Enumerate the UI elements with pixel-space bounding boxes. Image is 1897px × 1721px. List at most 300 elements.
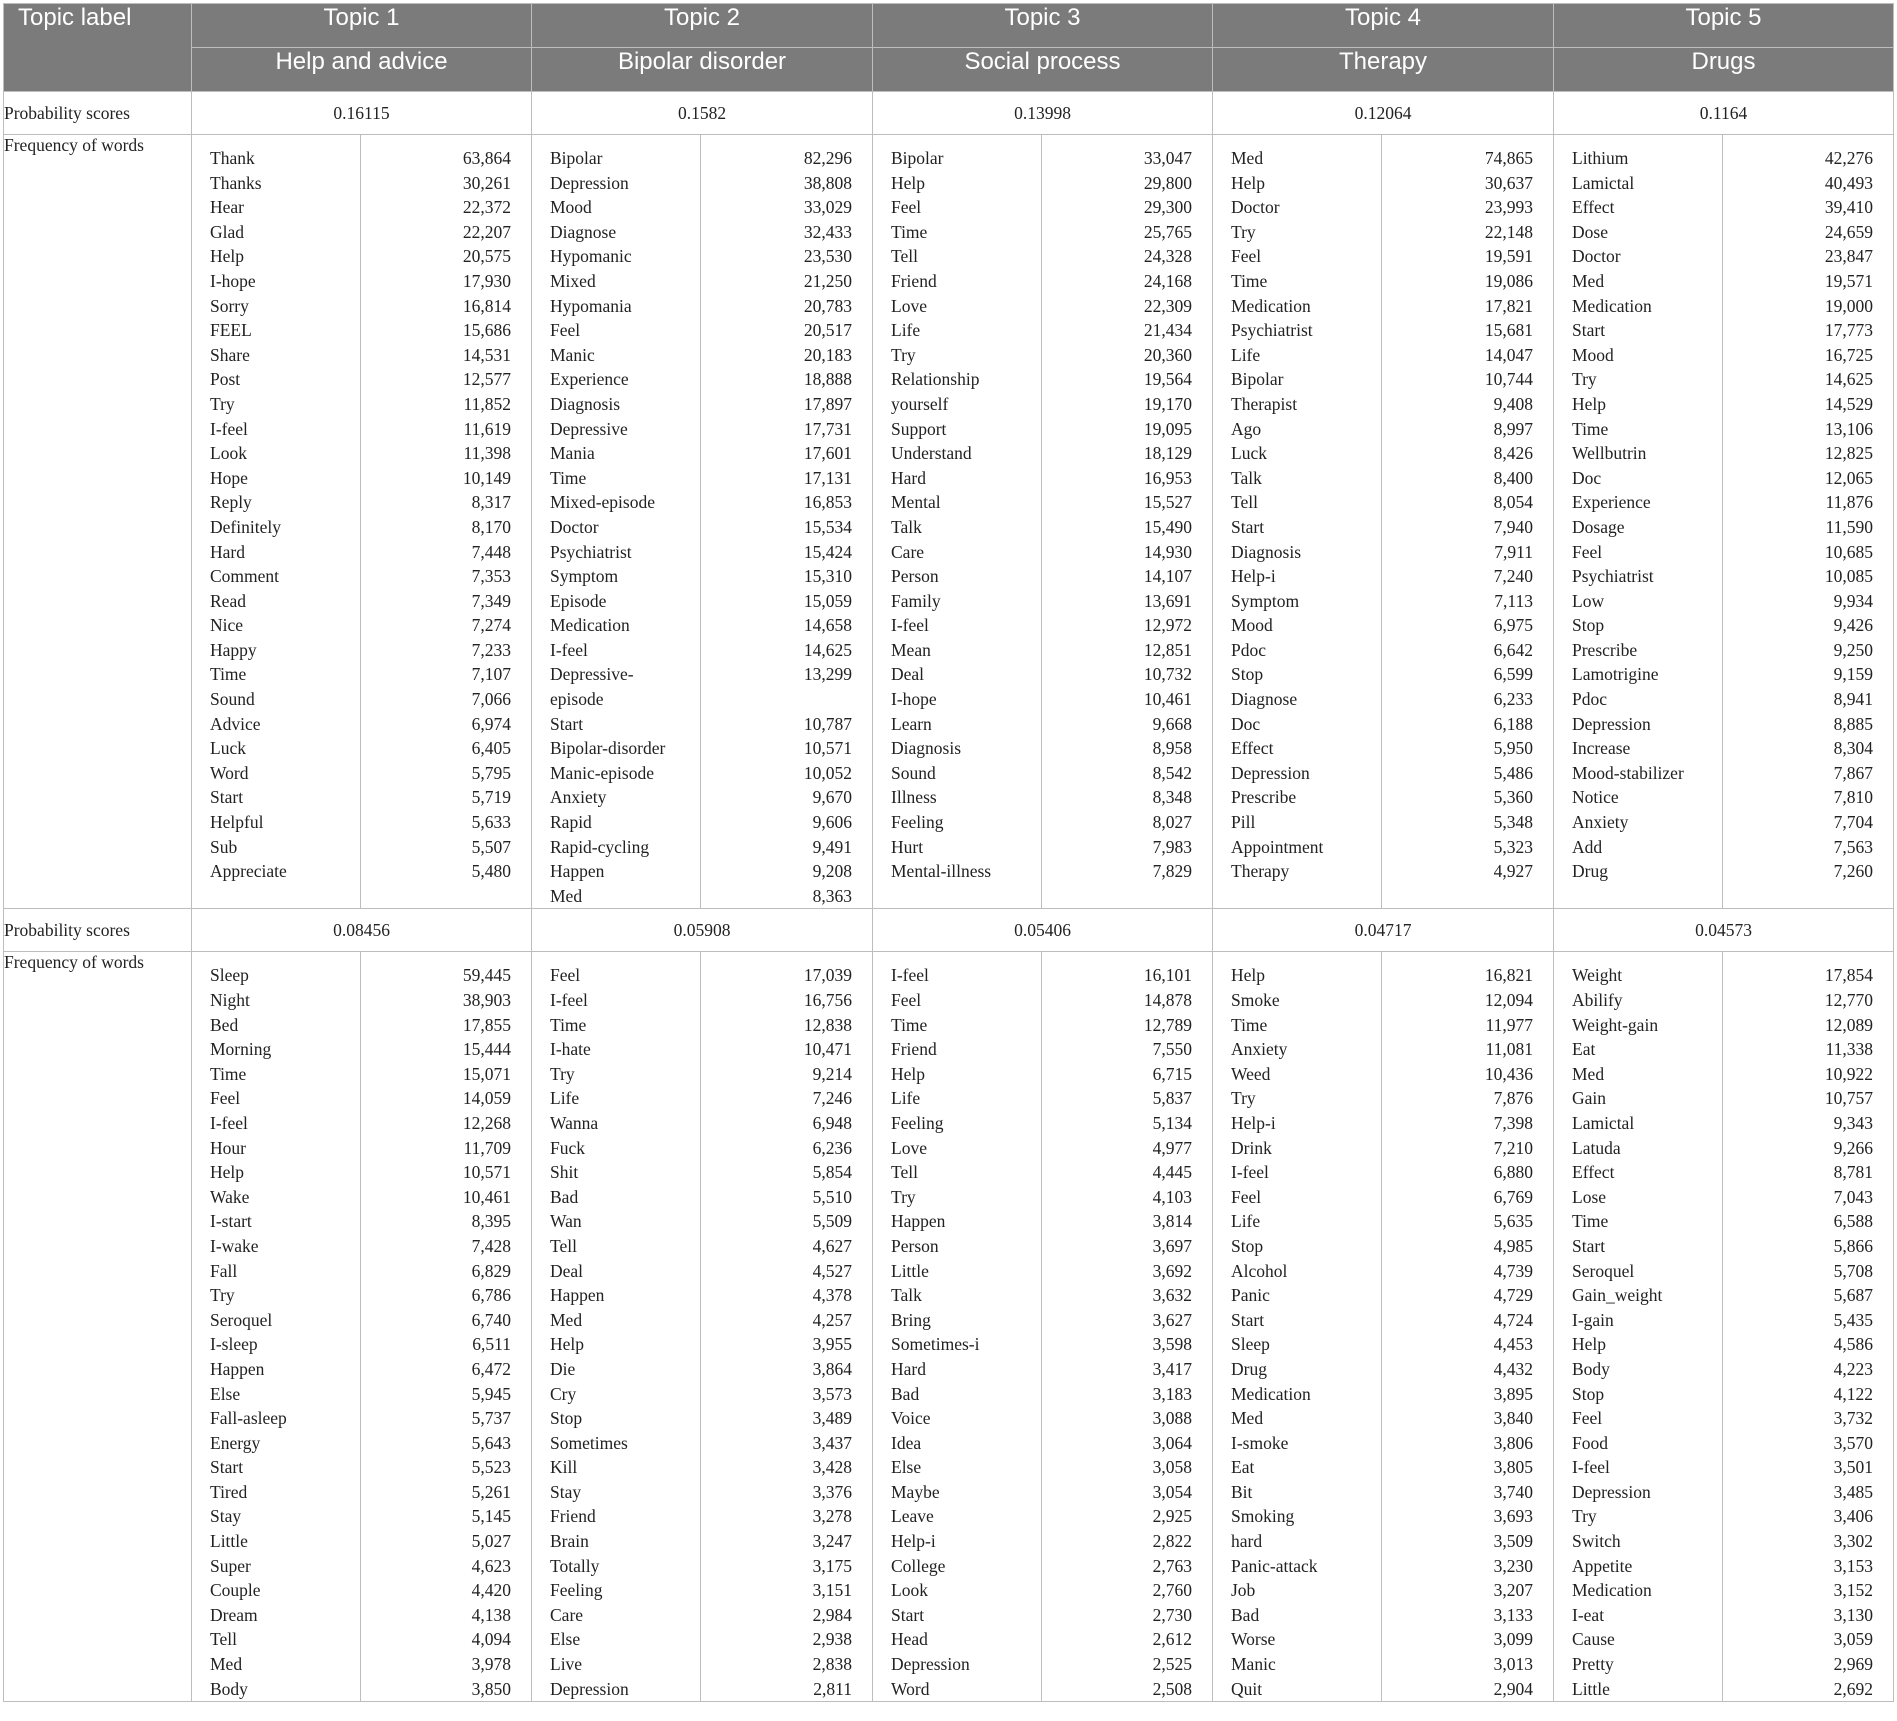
word: Bipolar <box>1231 369 1284 390</box>
list-item <box>1231 1332 1533 1357</box>
list-item <box>550 1431 852 1456</box>
word-count: 14,059 <box>462 1088 511 1109</box>
word-count: 8,400 <box>1493 467 1533 488</box>
word: Med <box>550 885 583 906</box>
word: Start <box>1572 1235 1606 1256</box>
word: Wake <box>210 1186 250 1207</box>
word: Mood-stabilizer <box>1572 762 1684 783</box>
list-item <box>1231 1185 1533 1210</box>
word: Doctor <box>550 516 599 537</box>
list-item <box>550 988 852 1013</box>
word-count: 3,207 <box>1493 1580 1533 1601</box>
word-frequency-cell <box>532 135 873 909</box>
word: Try <box>1572 369 1597 390</box>
list-item <box>550 1037 852 1062</box>
word-count: 5,261 <box>471 1481 511 1502</box>
word: Comment <box>210 566 280 587</box>
list-item <box>1231 1111 1533 1136</box>
word: Depression <box>1572 713 1651 734</box>
probability-score: 0.04573 <box>1554 909 1894 952</box>
word-count: 10,685 <box>1824 541 1873 562</box>
word: Sleep <box>1231 1334 1270 1355</box>
word: Understand <box>891 443 972 464</box>
word-count: 9,214 <box>812 1063 852 1084</box>
word: Live <box>550 1654 583 1675</box>
word: Help <box>1231 965 1266 986</box>
list-item <box>1231 1529 1533 1554</box>
word-count: 8,304 <box>1833 738 1873 759</box>
word: Mixed-episode <box>550 492 655 513</box>
word: Quit <box>1231 1678 1263 1699</box>
word-count: 23,993 <box>1484 197 1533 218</box>
word: Diagnosis <box>1231 541 1301 562</box>
word: Feel <box>1231 1186 1262 1207</box>
list-item <box>550 490 852 515</box>
word: I-feel <box>1231 1162 1269 1183</box>
word-count: 3,864 <box>812 1358 852 1379</box>
list-item <box>550 417 852 442</box>
word-list <box>192 135 531 884</box>
word: Sub <box>210 836 238 857</box>
list-item <box>550 662 852 687</box>
word: Start <box>550 713 584 734</box>
word-count: 2,822 <box>1152 1531 1192 1552</box>
word: Weight-gain <box>1572 1014 1659 1035</box>
word: Med <box>1572 270 1605 291</box>
word: Depressive- <box>550 664 634 685</box>
list-item <box>550 441 852 466</box>
word: Try <box>210 1285 235 1306</box>
word: Dose <box>1572 221 1608 242</box>
list-item <box>1231 1504 1533 1529</box>
word: Bad <box>550 1186 579 1207</box>
word: Time <box>550 1014 587 1035</box>
word: Notice <box>1572 787 1619 808</box>
word: Feeling <box>550 1580 603 1601</box>
word-count: 10,436 <box>1484 1063 1533 1084</box>
word-count: 7,829 <box>1152 861 1192 882</box>
word-count: 5,145 <box>471 1506 511 1527</box>
topic-label-header: Topic label <box>4 4 192 92</box>
word-count: 9,670 <box>812 787 852 808</box>
word: I-eat <box>1572 1604 1605 1625</box>
frequency-row <box>4 952 1894 1702</box>
word-count: 9,491 <box>812 836 852 857</box>
word-count: 3,437 <box>812 1432 852 1453</box>
word: Try <box>891 1186 916 1207</box>
word-count: 22,148 <box>1484 221 1533 242</box>
word-count: 7,550 <box>1152 1039 1192 1060</box>
word: Brain <box>550 1531 589 1552</box>
word: Medication <box>1572 295 1652 316</box>
word: Voice <box>891 1408 931 1429</box>
word-count: 6,233 <box>1493 689 1533 710</box>
word-count: 3,805 <box>1493 1457 1533 1478</box>
word: Time <box>210 664 247 685</box>
word-count: 5,480 <box>471 861 511 882</box>
list-item <box>1231 785 1533 810</box>
list-item <box>550 367 852 392</box>
word: Rapid <box>550 812 592 833</box>
word: Lamotrigine <box>1572 664 1659 685</box>
word-count: 5,134 <box>1152 1112 1192 1133</box>
word: Weed <box>1231 1063 1271 1084</box>
word-list <box>873 135 1212 884</box>
word-count: 5,027 <box>471 1531 511 1552</box>
word-count: 3,088 <box>1152 1408 1192 1429</box>
word-count: 2,838 <box>812 1654 852 1675</box>
word-count: 10,571 <box>803 738 852 759</box>
word: Deal <box>891 664 925 685</box>
word: Episode <box>550 590 607 611</box>
word-count: 11,876 <box>1825 492 1873 513</box>
list-item <box>1231 687 1533 712</box>
word: Med <box>550 1309 583 1330</box>
list-item <box>550 269 852 294</box>
word-count: 6,405 <box>471 738 511 759</box>
word-count: 12,065 <box>1824 467 1873 488</box>
word-count: 19,591 <box>1484 246 1533 267</box>
list-item <box>1231 1382 1533 1407</box>
word-count: 10,149 <box>462 467 511 488</box>
word-count: 6,642 <box>1493 639 1533 660</box>
word: Cry <box>550 1383 577 1404</box>
list-item <box>550 1677 852 1702</box>
word-count: 14,107 <box>1143 566 1192 587</box>
list-item <box>550 244 852 269</box>
word-count: 7,349 <box>471 590 511 611</box>
list-item <box>1231 294 1533 319</box>
word-count: 3,130 <box>1833 1604 1873 1625</box>
word-frequency-cell <box>1554 135 1894 909</box>
word-count: 13,691 <box>1143 590 1192 611</box>
word-count: 3,302 <box>1833 1531 1873 1552</box>
list-item <box>1231 1209 1533 1234</box>
topic-5-header: Topic 5 <box>1554 4 1894 48</box>
word-count: 4,739 <box>1493 1260 1533 1281</box>
word: I-feel <box>891 615 929 636</box>
word: Start <box>210 787 244 808</box>
list-item <box>1231 1431 1533 1456</box>
word: Happen <box>550 1285 605 1306</box>
word: Person <box>891 1235 939 1256</box>
word-count: 5,509 <box>812 1211 852 1232</box>
word-count: 17,131 <box>803 467 852 488</box>
word-count: 4,257 <box>812 1309 852 1330</box>
word-count: 3,840 <box>1493 1408 1533 1429</box>
word-count: 23,530 <box>803 246 852 267</box>
word: Appreciate <box>210 861 287 882</box>
word-list <box>1554 952 1893 1701</box>
word-count: 21,434 <box>1143 320 1192 341</box>
word-count: 17,930 <box>462 270 511 291</box>
word-count: 2,763 <box>1152 1555 1192 1576</box>
probability-score: 0.05908 <box>532 909 873 952</box>
word: Anxiety <box>1231 1039 1288 1060</box>
word-count: 5,435 <box>1833 1309 1873 1330</box>
list-item <box>550 1603 852 1628</box>
word: Life <box>1231 344 1261 365</box>
word: Read <box>210 590 246 611</box>
word-count: 7,704 <box>1833 812 1873 833</box>
word-count: 3,806 <box>1493 1432 1533 1453</box>
topic-1-subtitle: Help and advice <box>192 48 532 92</box>
word: Help <box>891 172 926 193</box>
word-count: 7,810 <box>1833 787 1873 808</box>
word: Depression <box>1231 762 1310 783</box>
word: Tell <box>891 1162 918 1183</box>
word-count: 39,410 <box>1824 197 1873 218</box>
word: Bipolar <box>550 148 603 168</box>
list-item <box>1231 810 1533 835</box>
word-count: 4,527 <box>812 1260 852 1281</box>
word: Morning <box>210 1039 272 1060</box>
word: Word <box>891 1678 930 1699</box>
word: Psychiatrist <box>1231 320 1313 341</box>
word-count: 8,958 <box>1152 738 1192 759</box>
list-item <box>550 884 852 909</box>
word-count: 9,408 <box>1493 393 1533 414</box>
word: Family <box>891 590 941 611</box>
word: Couple <box>210 1580 261 1601</box>
word-count: 10,744 <box>1484 369 1533 390</box>
list-item <box>1231 1259 1533 1284</box>
word: Experience <box>1572 492 1651 513</box>
word: Bipolar-disorder <box>550 738 666 759</box>
word: Prescribe <box>1231 787 1297 808</box>
word-count: 9,343 <box>1833 1112 1873 1133</box>
word-count: 5,837 <box>1152 1088 1192 1109</box>
word: Hope <box>210 467 248 488</box>
word: Happy <box>210 639 257 660</box>
word-count: 6,715 <box>1152 1063 1192 1084</box>
word-count: 5,708 <box>1833 1260 1873 1281</box>
word-count: 3,054 <box>1152 1481 1192 1502</box>
word-count: 16,756 <box>803 990 852 1010</box>
word: Bed <box>210 1014 239 1035</box>
word-count: 22,309 <box>1143 295 1192 316</box>
word: Switch <box>1572 1531 1621 1552</box>
word-count: 9,934 <box>1833 590 1873 611</box>
list-item <box>550 195 852 220</box>
word-count: 3,175 <box>812 1555 852 1576</box>
word-count: 9,668 <box>1152 713 1192 734</box>
word: Help <box>1572 1334 1607 1355</box>
word-count: 8,781 <box>1833 1162 1873 1183</box>
word: Try <box>891 344 916 365</box>
word-count: 12,838 <box>803 1014 852 1035</box>
probability-score: 0.1164 <box>1554 92 1894 135</box>
probability-label: Probability scores <box>4 92 192 135</box>
word-count: 14,658 <box>803 615 852 636</box>
word: Sometimes <box>550 1432 628 1453</box>
list-item <box>1231 1234 1533 1259</box>
word-count: 5,323 <box>1493 836 1533 857</box>
word-count: 3,278 <box>812 1506 852 1527</box>
list-item <box>550 1554 852 1579</box>
list-item <box>1231 589 1533 614</box>
word: Therapy <box>1231 861 1290 882</box>
word: Look <box>891 1580 928 1601</box>
word-count: 3,489 <box>812 1408 852 1429</box>
word-count: 32,433 <box>803 221 852 242</box>
list-item <box>1231 490 1533 515</box>
word: Helpful <box>210 812 264 833</box>
word-count: 3,183 <box>1152 1383 1192 1404</box>
word-count: 42,276 <box>1824 148 1873 168</box>
word-frequency-cell <box>1213 135 1554 909</box>
word-count: 17,731 <box>803 418 852 439</box>
list-item <box>550 1406 852 1431</box>
word-count: 6,511 <box>472 1334 511 1355</box>
word: Tell <box>1231 492 1258 513</box>
probability-label: Probability scores <box>4 909 192 952</box>
word: Energy <box>210 1432 261 1453</box>
word: Doc <box>1572 467 1602 488</box>
word: Psychiatrist <box>550 541 632 562</box>
word-count: 8,941 <box>1833 689 1873 710</box>
word: I-smoke <box>1231 1432 1289 1453</box>
word-count: 16,725 <box>1824 344 1873 365</box>
topic-3-header: Topic 3 <box>873 4 1213 48</box>
list-item <box>550 318 852 343</box>
word: Nice <box>210 615 244 636</box>
list-item <box>550 515 852 540</box>
list-item <box>1231 195 1533 220</box>
word-count: 4,724 <box>1493 1309 1533 1330</box>
word: Dosage <box>1572 516 1625 537</box>
frequency-label: Frequency of words <box>4 952 192 1702</box>
word-count: 17,855 <box>462 1014 511 1035</box>
word: Appetite <box>1572 1555 1633 1576</box>
word-count: 5,633 <box>471 812 511 833</box>
word-count: 20,360 <box>1143 344 1192 365</box>
word-count <box>705 687 852 712</box>
word-count: 2,730 <box>1152 1604 1192 1625</box>
list-item <box>550 1013 852 1038</box>
word-count: 7,210 <box>1493 1137 1533 1158</box>
word: Leave <box>891 1506 934 1527</box>
word-count: 3,598 <box>1152 1334 1192 1355</box>
word: Time <box>1572 418 1609 439</box>
word: Increase <box>1572 738 1631 759</box>
word-count: 3,632 <box>1152 1285 1192 1306</box>
word: Happen <box>210 1358 265 1379</box>
word: Life <box>891 320 921 341</box>
word: Feel <box>1572 1408 1603 1429</box>
word-count: 12,789 <box>1143 1014 1192 1035</box>
word: I-feel <box>550 990 588 1010</box>
word-count: 14,625 <box>1824 369 1873 390</box>
word-count: 8,395 <box>471 1211 511 1232</box>
list-item <box>1231 1406 1533 1431</box>
word: Med <box>1231 148 1264 168</box>
word-count: 7,274 <box>471 615 511 636</box>
word: Fall-asleep <box>210 1408 287 1429</box>
word: Mania <box>550 443 595 464</box>
word: Look <box>210 443 247 464</box>
word-count: 3,059 <box>1833 1629 1873 1650</box>
word-count: 9,266 <box>1833 1137 1873 1158</box>
list-item <box>550 540 852 565</box>
word: Drink <box>1231 1137 1272 1158</box>
word-count: 5,854 <box>812 1162 852 1183</box>
word-count: 8,363 <box>812 885 852 906</box>
word: Panic-attack <box>1231 1555 1318 1576</box>
word-count: 16,821 <box>1484 965 1533 986</box>
word-count: 9,159 <box>1833 664 1873 685</box>
word: Night <box>210 990 250 1010</box>
word-count: 2,984 <box>812 1604 852 1625</box>
word: Mean <box>891 639 931 660</box>
word-count: 30,261 <box>462 172 511 193</box>
word-count: 15,310 <box>803 566 852 587</box>
word: Feel <box>1231 246 1262 267</box>
probability-score: 0.08456 <box>192 909 532 952</box>
word-count: 9,208 <box>812 861 852 882</box>
word: Kill <box>550 1457 578 1478</box>
word-count: 19,000 <box>1824 295 1873 316</box>
word: I-hope <box>891 689 937 710</box>
word-count: 33,029 <box>803 197 852 218</box>
word-count: 2,904 <box>1493 1678 1533 1699</box>
list-item <box>550 1480 852 1505</box>
word: Effect <box>1231 738 1274 759</box>
list-item <box>550 1332 852 1357</box>
word: Sleep <box>210 965 249 986</box>
word-list <box>873 952 1212 1701</box>
word-count: 5,486 <box>1493 762 1533 783</box>
word-count: 24,168 <box>1143 270 1192 291</box>
list-item <box>550 1504 852 1529</box>
probability-score: 0.12064 <box>1213 92 1554 135</box>
word: Mental <box>891 492 941 513</box>
word: Hypomanic <box>550 246 632 267</box>
word-count: 3,693 <box>1493 1506 1533 1527</box>
list-item <box>550 564 852 589</box>
word: Doctor <box>1572 246 1621 267</box>
word: Psychiatrist <box>1572 566 1654 587</box>
word: Diagnosis <box>891 738 961 759</box>
word-count: 7,043 <box>1833 1186 1873 1207</box>
word-count: 8,997 <box>1493 418 1533 439</box>
word: Time <box>891 221 928 242</box>
word-frequency-cell <box>1213 952 1554 1702</box>
word: Mood <box>550 197 592 218</box>
topic-table <box>3 3 1894 1702</box>
list-item <box>1231 662 1533 687</box>
word-count: 2,508 <box>1152 1678 1192 1699</box>
word: Seroquel <box>210 1309 273 1330</box>
word-count: 5,795 <box>471 762 511 783</box>
word-count: 6,829 <box>471 1260 511 1281</box>
word-count: 8,054 <box>1493 492 1533 513</box>
word-count: 8,542 <box>1152 762 1192 783</box>
word: Help-i <box>1231 1112 1276 1133</box>
word-count: 11,398 <box>463 443 511 464</box>
word-count: 9,606 <box>812 812 852 833</box>
list-item <box>550 1578 852 1603</box>
word-count: 6,974 <box>471 713 511 734</box>
list-item <box>1231 1677 1533 1702</box>
word-count: 6,948 <box>812 1112 852 1133</box>
word-count: 11,619 <box>463 418 511 439</box>
word: Else <box>891 1457 922 1478</box>
word: I-feel <box>1572 1457 1610 1478</box>
word-count: 3,417 <box>1152 1358 1192 1379</box>
word: Depression <box>550 1678 629 1699</box>
list-item <box>1231 835 1533 860</box>
